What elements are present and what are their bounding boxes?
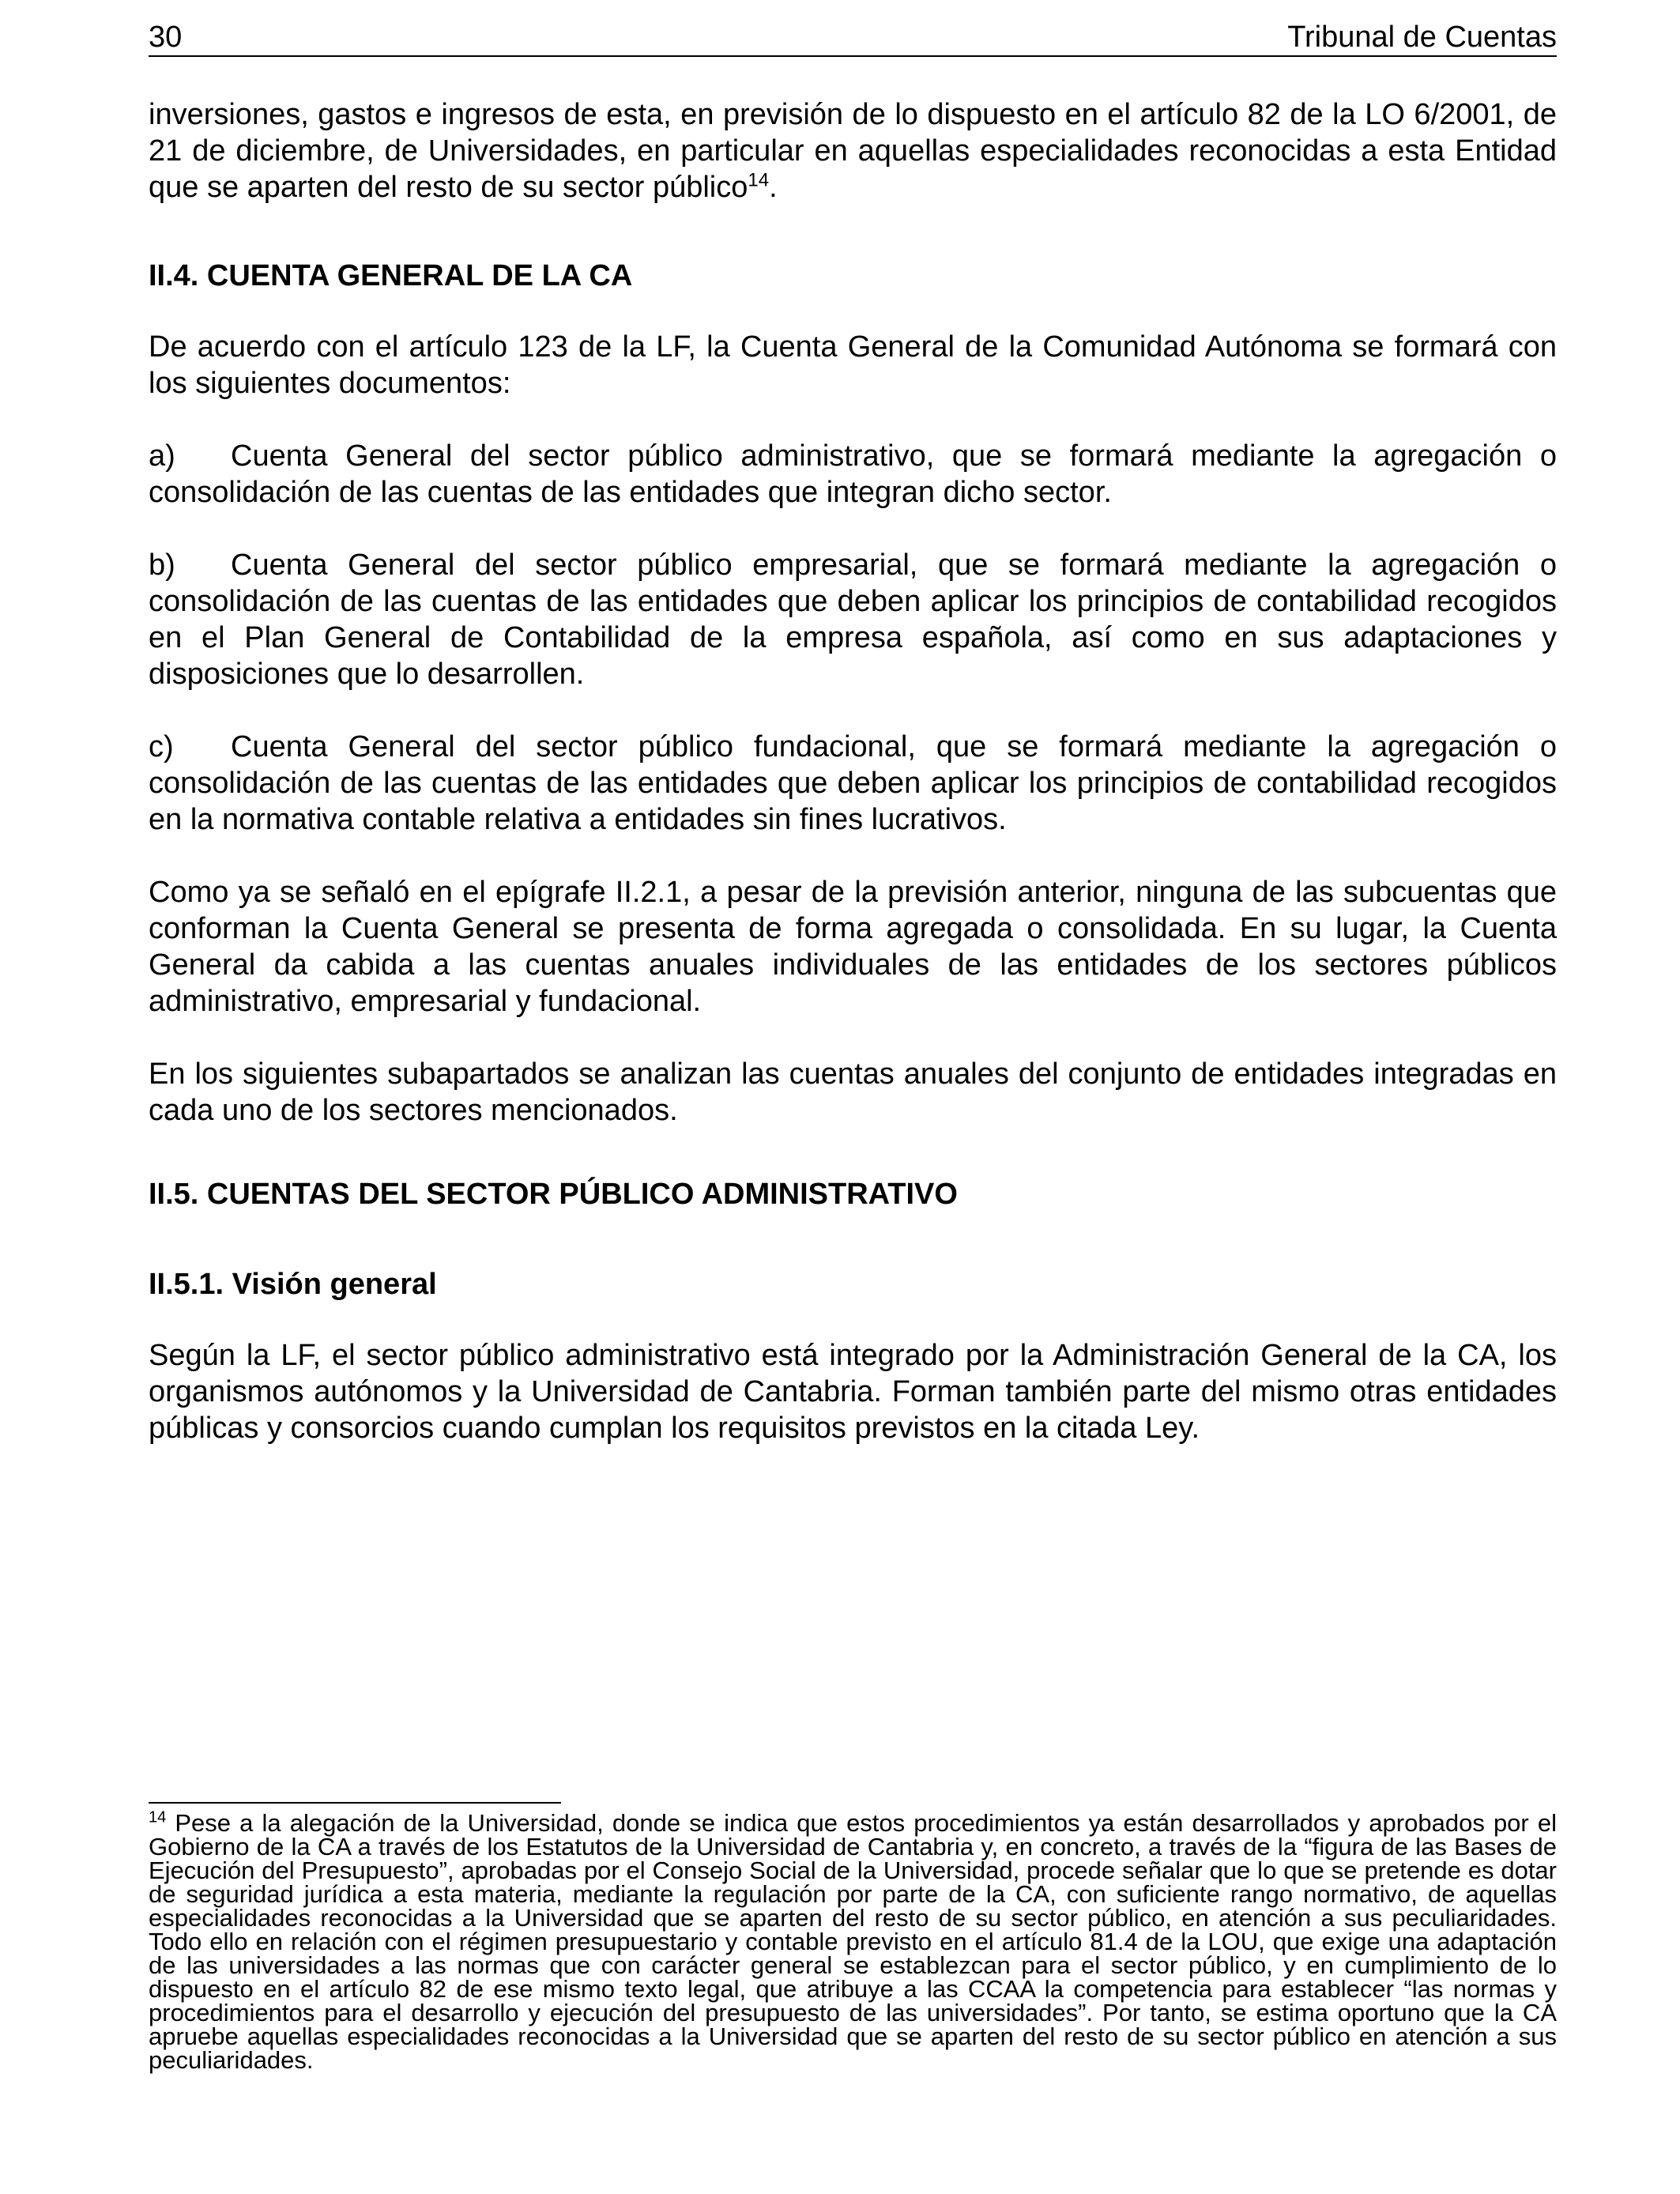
list-item-text: Cuenta General del sector público fundacional, que se formará mediante la agregación o consolidación de las cuentas de las entidades que deben aplicar los principios de contabilidad recogidos en la normativa contable relativa a entidades sin fines lucrativos. xyxy=(149,730,1557,836)
list-item-letter: a) xyxy=(149,439,175,473)
list-item-b xyxy=(149,547,1557,692)
section-heading-ii4: II.4. CUENTA GENERAL DE LA CA xyxy=(149,259,633,292)
list-item-a xyxy=(149,438,1557,511)
footnote-separator xyxy=(149,1802,561,1804)
footnote-text: Pese a la alegación de la Universidad, donde se indica que estos procedimientos ya están desarrollados y aprobados por el Gobierno de la CA a través de los Estatutos de la Universidad de Cantabria y, en concreto, a través de la “figura de las Bases de Ejecución del Presupuesto”, aprobadas por el Consejo Social de la Universidad, procede señalar que lo que se pretende es dotar de seguridad jurídica a esta materia, mediante la regulación por parte de la CA, con suficiente rango normativo, de aquellas especialidades reconocidas a la Universidad que se aparten del resto de su sector público, en atención a sus peculiaridades. Todo ello en relación con el régimen presupuestario y contable previsto en el artículo 81.4 de la LOU, que exige una adaptación de las universidades a las normas que con carácter general se establezcan para el sector público, y en cumplimiento de lo dispuesto en el artículo 82 de ese mismo texto legal, que atribuye a las CCAA la competencia para establecer “las normas y procedimientos para el desarrollo y ejecución del presupuesto de las universidades”. Por tanto, se estima oportuno que la CA apruebe aquellas especialidades reconocidas a la Universidad que se aparten del resto de su sector público en atención a sus peculiaridades. xyxy=(149,1809,1557,2074)
list-item-text: Cuenta General del sector público administrativo, que se formará mediante la agregación o consolidación de las cuentas de las entidades que integran dicho sector. xyxy=(149,439,1557,509)
intro-paragraph xyxy=(149,96,1557,205)
section-ii4-paragraph-2: Como ya se señaló en el epígrafe II.2.1, a pesar de la previsión anterior, ninguna de las subcuentas que conforman la Cuenta General se presenta de forma agregada o consolidada. En su lugar, la Cuenta General da cabida a las cuentas anuales individuales de las entidades de los sectores públicos administrativo, empresarial y fundacional. xyxy=(149,876,1557,1018)
list-item-text: Cuenta General del sector público empresarial, que se formará mediante la agregación o consolidación de las cuentas de las entidades que deben aplicar los principios de contabilidad recogidos en el Plan General de Contabilidad de la empresa española, así como en sus adaptaciones y disposiciones que lo desarrollen. xyxy=(149,548,1557,691)
intro-end: . xyxy=(769,171,778,204)
section-ii4-paragraph-3: En los siguientes subapartados se analizan las cuentas anuales del conjunto de entidades integradas en cada uno de los sectores mencionados. xyxy=(149,1057,1557,1127)
intro-text: inversiones, gastos e ingresos de esta, en previsión de lo dispuesto en el artículo 82 de la LO 6/2001, de 21 de diciembre, de Universidades, en particular en aquellas especialidades reconocidas a esta Entidad que se aparten del resto de su sector público xyxy=(149,98,1557,204)
list-item-letter: b) xyxy=(149,548,175,582)
section-ii5-paragraph-1: Según la LF, el sector público administrativo está integrado por la Administración General de la CA, los organismos autónomos y la Universidad de Cantabria. Forman también parte del mismo otras entidades públicas y consorcios cuando cumplan los requisitos previstos en la citada Ley. xyxy=(149,1339,1557,1445)
list-item-letter: c) xyxy=(149,730,174,763)
running-title: Tribunal de Cuentas xyxy=(1287,21,1557,54)
footnote-ref-link[interactable]: 14 xyxy=(748,169,770,191)
list-item-c xyxy=(149,729,1557,838)
subsection-heading-ii51: II.5.1. Visión general xyxy=(149,1268,437,1301)
page-header xyxy=(149,16,1557,57)
footnote xyxy=(149,1808,1557,2074)
page-number: 30 xyxy=(149,21,183,54)
section-heading-ii5: II.5. CUENTAS DEL SECTOR PÚBLICO ADMINISTRATIVO xyxy=(149,1178,958,1211)
footnote-number: 14 xyxy=(149,1808,167,1826)
section-ii4-paragraph-1: De acuerdo con el artículo 123 de la LF, la Cuenta General de la Comunidad Autónoma se formará con los siguientes documentos: xyxy=(149,330,1557,400)
